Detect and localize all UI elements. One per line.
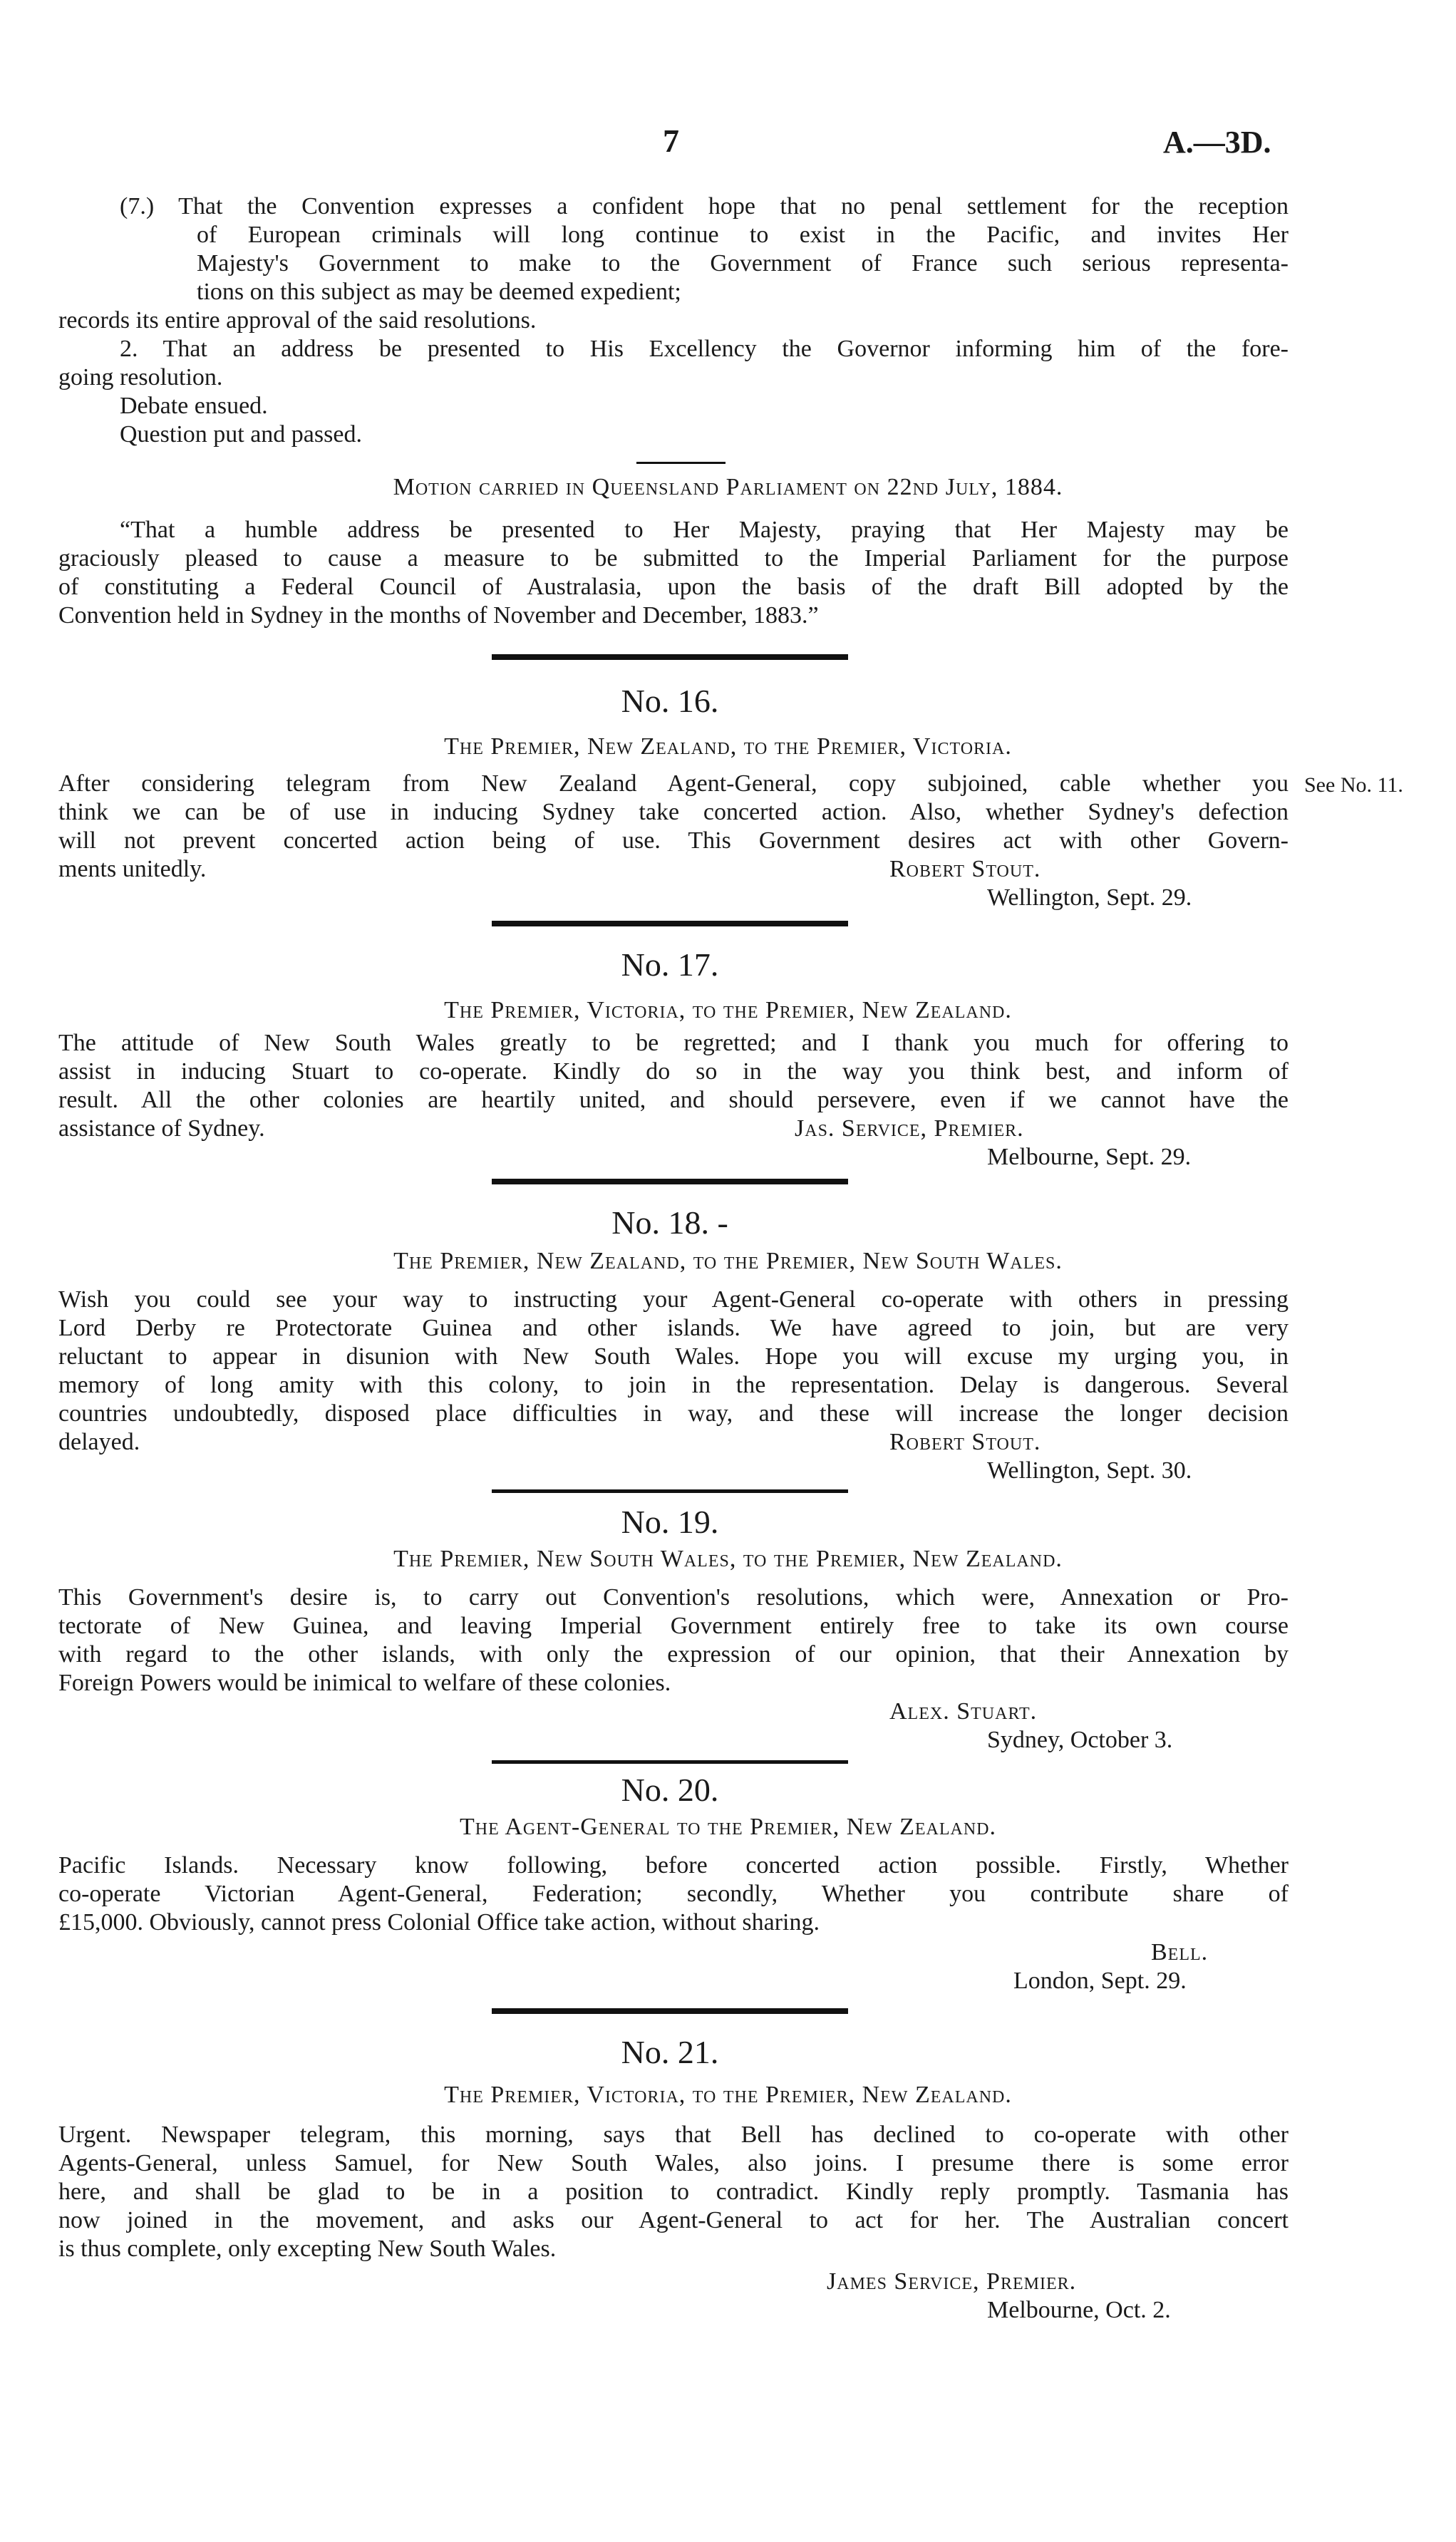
motion-line: of constituting a Federal Council of Australasia, upon the basis of the draft Bill adopted by the (58, 574, 1289, 600)
section-line: Pacific Islands. Necessary know following, before concerted action possible. Firstly, Whether (58, 1852, 1289, 1879)
section-line: result. All the other colonies are heartily united, and should persevere, even if we cannot have the (58, 1087, 1289, 1113)
intro-line: of European criminals will long continue to exist in the Pacific, and invites Her (197, 222, 1289, 248)
section-line: After considering telegram from New Zealand Agent-General, copy subjoined, cable whether you (58, 770, 1289, 797)
section-subtitle: The Premier, New South Wales, to the Premier, New Zealand. (393, 1546, 1063, 1572)
section-line: now joined in the movement, and asks our Agent-General to act for her. The Australian concert (58, 2207, 1289, 2233)
section-number: No. 21. (621, 2034, 719, 2070)
section-divider (492, 2008, 848, 2014)
intro-line: going resolution. (58, 364, 223, 391)
intro-line: Majesty's Government to make to the Government of France such serious representa- (197, 250, 1289, 277)
section-subtitle: The Premier, Victoria, to the Premier, New Zealand. (444, 997, 1012, 1023)
section-number: No. 17. (621, 946, 719, 983)
signature: Robert Stout. (889, 1429, 1041, 1455)
section-line: delayed. (58, 1429, 140, 1455)
section-line: Urgent. Newspaper telegram, this morning, says that Bell has declined to co-operate with other (58, 2122, 1289, 2148)
motion-line: “That a humble address be presented to Her Majesty, praying that Her Majesty may be (120, 517, 1289, 543)
section-subtitle: The Premier, New Zealand, to the Premier, Victoria. (444, 733, 1012, 760)
section-divider (492, 1760, 848, 1764)
section-number: No. 18. - (611, 1204, 728, 1241)
document-reference: A.—3D. (1163, 125, 1271, 160)
motion-line: graciously pleased to cause a measure to be submitted to the Imperial Parliament for the purpose (58, 545, 1289, 572)
section-divider (492, 1489, 848, 1493)
section-line: here, and shall be glad to be in a position to contradict. Kindly reply promptly. Tasmania has (58, 2179, 1289, 2205)
section-number: No. 20. (621, 1772, 719, 1808)
section-number: No. 19. (621, 1504, 719, 1540)
section-divider (492, 654, 848, 660)
section-line: assist in inducing Stuart to co-operate. Kindly do so in the way you think best, and inform of (58, 1058, 1289, 1085)
place-date: Melbourne, Oct. 2. (987, 2297, 1171, 2323)
intro-line: 2. That an address be presented to His Excellency the Governor informing him of the fore- (120, 336, 1289, 362)
place-date: Sydney, October 3. (987, 1727, 1173, 1753)
section-line: Wish you could see your way to instructing your Agent-General co-operate with others in pressing (58, 1286, 1289, 1313)
short-divider (636, 462, 726, 464)
section-subtitle: The Agent-General to the Premier, New Zealand. (459, 1814, 997, 1840)
section-subtitle: The Premier, Victoria, to the Premier, New Zealand. (444, 2082, 1012, 2108)
signature: James Service, Premier. (827, 2268, 1077, 2295)
place-date: Wellington, Sept. 29. (987, 884, 1192, 911)
section-line: This Government's desire is, to carry out Convention's resolutions, which were, Annexation or Pro- (58, 1584, 1289, 1611)
page-number: 7 (663, 123, 679, 159)
section-divider (492, 921, 848, 926)
motion-heading: Motion carried in Queensland Parliament on 22nd July, 1884. (393, 474, 1063, 500)
section-line: Lord Derby re Protectorate Guinea and other islands. We have agreed to join, but are very (58, 1315, 1289, 1341)
section-line: £15,000. Obviously, cannot press Colonial Office take action, without sharing. (58, 1909, 820, 1936)
section-line: countries undoubtedly, disposed place difficulties in way, and these will increase the longer decision (58, 1400, 1289, 1427)
section-number: No. 16. (621, 683, 719, 719)
intro-line: Debate ensued. (120, 393, 268, 419)
intro-line: records its entire approval of the said resolutions. (58, 307, 537, 334)
section-line: co-operate Victorian Agent-General, Federation; secondly, Whether you contribute share of (58, 1881, 1289, 1907)
section-line: with regard to the other islands, with only the expression of our opinion, that their Annexation by (58, 1641, 1289, 1668)
section-line: memory of long amity with this colony, to join in the representation. Delay is dangerous. Several (58, 1372, 1289, 1398)
section-subtitle: The Premier, New Zealand, to the Premier, New South Wales. (393, 1248, 1063, 1274)
signature: Bell. (1151, 1939, 1209, 1965)
section-line: The attitude of New South Wales greatly to be regretted; and I thank you much for offering to (58, 1030, 1289, 1056)
section-divider (492, 1179, 848, 1184)
margin-note: See No. 11. (1304, 773, 1403, 797)
section-line: tectorate of New Guinea, and leaving Imperial Government entirely free to take its own course (58, 1613, 1289, 1639)
signature: Jas. Service, Premier. (795, 1115, 1024, 1142)
signature: Robert Stout. (889, 856, 1041, 882)
section-line: is thus complete, only excepting New South Wales. (58, 2236, 557, 2262)
section-line: Foreign Powers would be inimical to welfare of these colonies. (58, 1670, 671, 1696)
section-line: will not prevent concerted action being of use. This Government desires act with other Govern- (58, 827, 1289, 854)
section-line: assistance of Sydney. (58, 1115, 265, 1142)
place-date: London, Sept. 29. (1013, 1968, 1187, 1994)
intro-line: tions on this subject as may be deemed expedient; (197, 279, 681, 305)
place-date: Melbourne, Sept. 29. (987, 1144, 1192, 1170)
motion-line: Convention held in Sydney in the months of November and December, 1883.” (58, 602, 819, 629)
signature: Alex. Stuart. (889, 1698, 1038, 1725)
section-line: think we can be of use in inducing Sydney take concerted action. Also, whether Sydney's defection (58, 799, 1289, 825)
intro-line: Question put and passed. (120, 421, 362, 448)
place-date: Wellington, Sept. 30. (987, 1457, 1192, 1484)
section-line: Agents-General, unless Samuel, for New South Wales, also joins. I presume there is some error (58, 2150, 1289, 2176)
section-line: reluctant to appear in disunion with New South Wales. Hope you will excuse my urging you, in (58, 1343, 1289, 1370)
section-line: ments unitedly. (58, 856, 207, 882)
intro-line: (7.) That the Convention expresses a confident hope that no penal settlement for the reception (120, 193, 1289, 219)
